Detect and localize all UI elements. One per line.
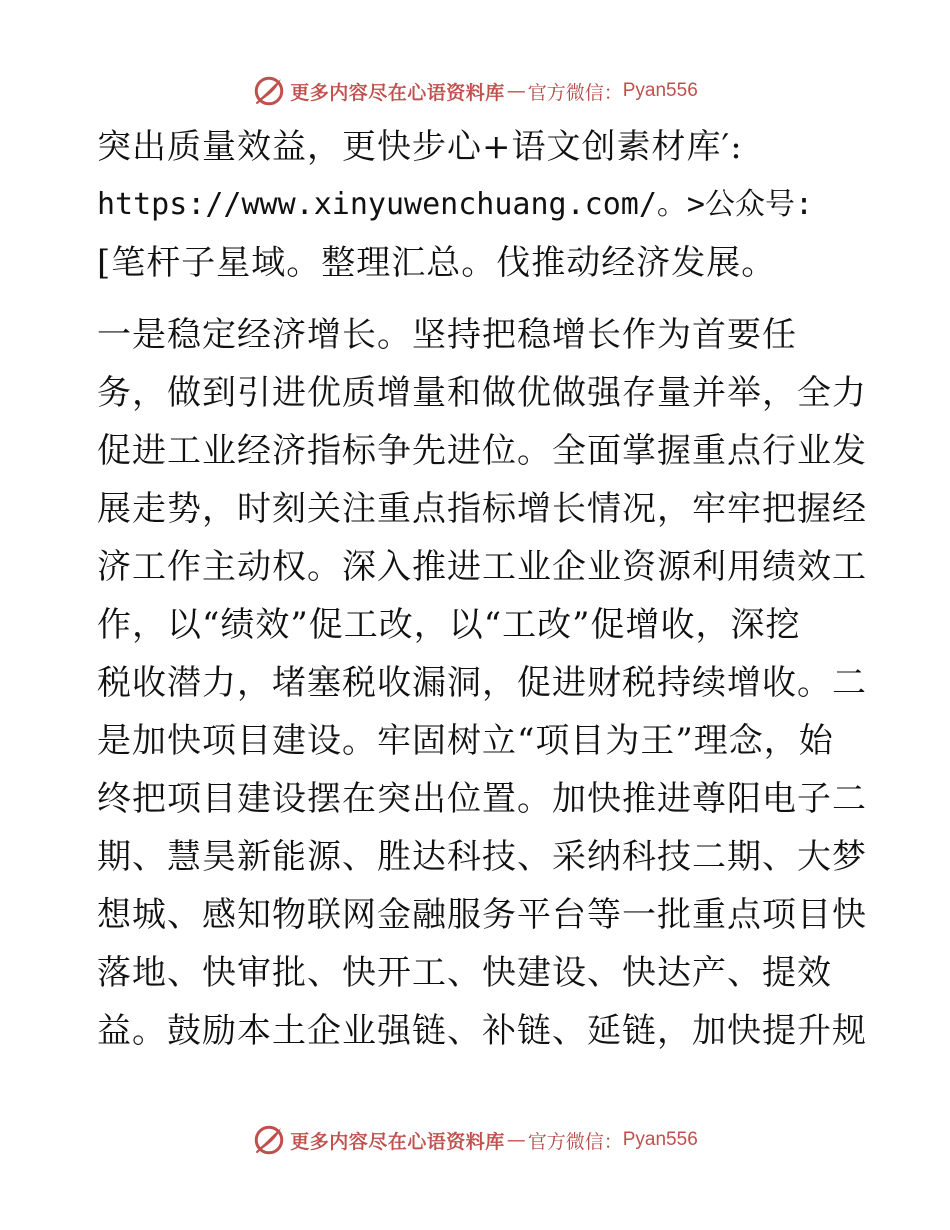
text-line: 期、慧昊新能源、胜达科技、采纳科技二期、大梦 — [97, 837, 867, 877]
paragraph-gap — [97, 292, 857, 306]
quill-logo-icon — [252, 1123, 286, 1157]
text-line-url: https://www.xinyuwenchuang.com/。>公众号: — [97, 187, 814, 222]
text-line: 终把项目建设摆在突出位置。加快推进尊阳电子二 — [97, 779, 867, 819]
text-line: 务，做到引进优质增量和做优做强存量并举，全力 — [97, 373, 867, 413]
banner-wechat-id: Pyan556 — [622, 80, 698, 101]
text-line: 税收潜力，堵塞税收漏洞，促进财税持续增收。二 — [97, 663, 867, 703]
text-line: 落地、快审批、快开工、快建设、快达产、提效 — [97, 953, 832, 993]
banner-text: 更多内容尽在心语资料库 — [290, 1130, 505, 1153]
text-line: 一是稳定经济增长。坚持把稳增长作为首要任 — [97, 315, 797, 355]
document-body — [97, 118, 867, 1060]
text-line: 是加快项目建设。牢固树立“项目为王”理念，始 — [97, 721, 834, 761]
text-line: 突出质量效益，更快步心+语文创素材库′: — [97, 127, 743, 167]
banner-separator: — — [506, 1129, 526, 1151]
banner-wechat-label: 官方微信： — [527, 81, 623, 104]
banner-wechat-id: Pyan556 — [622, 1129, 698, 1150]
text-line: 展走势，时刻关注重点指标增长情况，牢牢把握经 — [97, 489, 867, 529]
banner-text: 更多内容尽在心语资料库 — [290, 81, 505, 104]
text-line: 作，以“绩效”促工改，以“工改”促增收，深挖 — [97, 605, 801, 645]
quill-logo-icon — [252, 74, 286, 108]
banner-wechat-label: 官方微信： — [527, 1130, 623, 1153]
text-line: [笔杆子星域。整理汇总。伐推动经济发展。 — [97, 243, 777, 283]
text-line: 想城、感知物联网金融服务平台等一批重点项目快 — [97, 895, 867, 935]
banner-separator: — — [506, 80, 526, 102]
text-line: 益。鼓励本土企业强链、补链、延链，加快提升规 — [97, 1011, 867, 1051]
header-watermark — [0, 71, 950, 111]
text-line: 促进工业经济指标争先进位。全面掌握重点行业发 — [97, 431, 867, 471]
text-line: 济工作主动权。深入推进工业企业资源利用绩效工 — [97, 547, 867, 587]
footer-watermark — [0, 1120, 950, 1160]
